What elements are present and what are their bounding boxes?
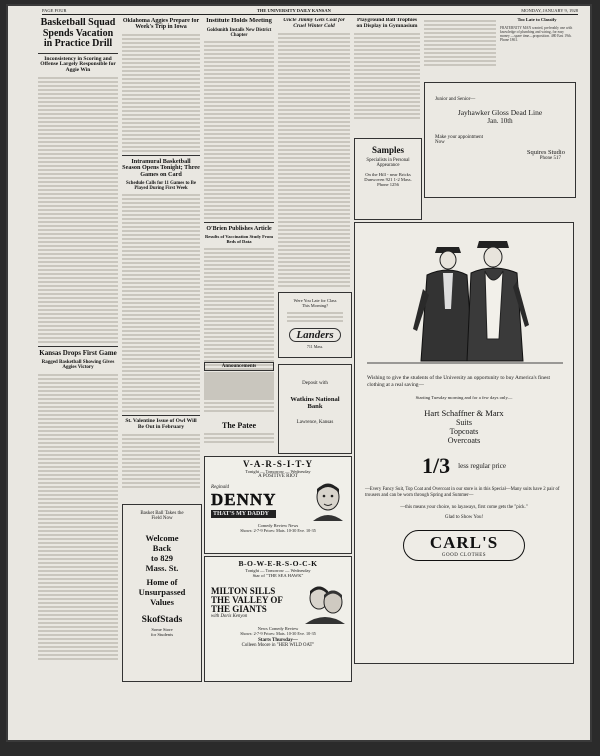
- carls-less: less regular price: [458, 462, 506, 470]
- bowersock-next: Colleen Moore in "HER WILD OAT": [241, 643, 315, 648]
- article-body: [278, 33, 350, 287]
- jayhawker-line3: Jan. 10th: [487, 117, 513, 125]
- bowersock-shows: Shows: 2-7-9 Prices: Mats. 10-30 Eve. 10-35: [240, 631, 316, 636]
- classified-column: [500, 18, 574, 78]
- article-body: [424, 20, 496, 66]
- carls-starting: Starting Tuesday morning and for a few days only—: [415, 395, 513, 400]
- bowersock-costar: with Doris Kenyon: [211, 613, 248, 619]
- carls-tagline: GOOD CLOTHES: [441, 553, 487, 558]
- skofstads-l7: Home of: [146, 577, 178, 587]
- classified-text: FRATERNITY MAN wanted, preferably one with knowledge of plumbing and wiring, for easy money —spare time—proposition. 480 East 19th. Phone 1861.: [500, 25, 573, 43]
- watkins-line2: Watkins National: [290, 396, 340, 403]
- subhead-basketball: Inconsistency in Scoring and Offense Largely Responsible for Aggie Win: [40, 55, 116, 74]
- article-body: [38, 77, 118, 343]
- samples-title: Samples: [371, 145, 404, 155]
- varsity-shows: Shows: 2-7-9 Prices: Mats. 10-30 Eve. 10-35: [240, 528, 316, 533]
- article-body: [204, 41, 274, 219]
- bowersock-tag: Star of "THE SEA HAWK": [252, 573, 304, 578]
- announcements-title: Announcements: [204, 362, 274, 371]
- varsity-ad: [204, 456, 352, 554]
- varsity-star: Reginald: [211, 484, 230, 490]
- carls-item-overcoats: Overcoats: [447, 436, 481, 445]
- headline-st-valentine: St. Valentine Issue of Owl Will Be Out in February: [125, 418, 197, 430]
- carls-logo: [403, 530, 525, 561]
- varsity-film: DENNY: [211, 489, 277, 509]
- samples-line4: Dunwoven 921 1-2 Mass.: [364, 177, 412, 182]
- announcements: [204, 362, 274, 418]
- classified-title: Too Late to Classify: [517, 18, 557, 22]
- skofstads-l1: Basket Ball Takes the: [140, 511, 184, 516]
- headline-obrien: O'Brien Publishes Article: [206, 225, 272, 232]
- varsity-tag: A POSITIVE RIOT: [258, 474, 298, 479]
- page-number: PAGE FOUR: [42, 8, 67, 13]
- skofstads-l9: Values: [150, 597, 174, 607]
- skofstads-l3: Welcome: [145, 533, 179, 543]
- carls-choice: —this means your choice, no layaways, first come gets the "pick.": [400, 505, 528, 510]
- column-6: [424, 18, 496, 78]
- column-2: [122, 18, 200, 498]
- bowersock-starts: Starts Thursday—: [258, 638, 298, 643]
- jayhawker-line5: Now: [435, 140, 445, 145]
- samples-line1: Specialists in Personal: [366, 158, 410, 163]
- bowersock-ad: [204, 556, 352, 682]
- headline-basketball: Basketball Squad Spends Vacation in Practice Drill: [40, 18, 116, 49]
- landers-address: 711 Mass.: [306, 344, 324, 349]
- landers-logo: Landers: [289, 328, 341, 342]
- article-body: [122, 34, 200, 152]
- page-date: MONDAY, JANUARY 9, 1928: [521, 8, 578, 13]
- bowersock-film: THE VALLEY OF THE GIANTS: [211, 594, 283, 614]
- carls-intro: Wishing to give the students of the University an opportunity to buy America's finest clothing at a real saving—: [367, 375, 550, 388]
- newspaper-page: [6, 4, 592, 742]
- watkins-line3: Bank: [307, 403, 323, 410]
- announcements-body: [204, 374, 274, 412]
- actors-portrait-icon: [305, 580, 345, 624]
- skofstads-l5: to 829: [151, 553, 173, 563]
- bowersock-star: MILTON SILLS: [211, 585, 276, 596]
- subhead-institute: Goldsmith Installs New District Chapter: [206, 27, 272, 38]
- skofstads-tag2: for Students: [150, 632, 174, 637]
- carls-item-topcoats: Topcoats: [449, 427, 479, 436]
- samples-line3: On the Hill - near Bricks: [365, 172, 411, 177]
- headline-uncle-jimmy: Uncle Jimmy Gets Coat for Cruel Winter Cold: [283, 18, 345, 29]
- headline-kansas-drops: Kansas Drops First Game: [39, 348, 117, 357]
- subhead-obrien: Results of Vaccination Study From Beds of Data: [204, 234, 274, 244]
- article-body: [38, 374, 118, 660]
- patee-box: [204, 422, 274, 452]
- carls-brand: CARL'S: [429, 533, 499, 552]
- actor-portrait-icon: [311, 481, 345, 521]
- subhead-kansas-drops: Ragged Basketball Showing Gives Aggies Victory: [41, 360, 115, 371]
- watkins-line4: Lawrence, Kansas: [296, 420, 334, 425]
- skofstads-tag1: Some Store: [151, 627, 173, 632]
- article-body: [122, 434, 200, 488]
- samples-ad: [354, 138, 422, 220]
- bowersock-extra: News Comedy Review: [257, 626, 299, 631]
- watkins-ad: [278, 364, 352, 454]
- carls-glad: Glad to Show You!: [444, 515, 484, 520]
- skofstads-l8: Unsurpassed: [138, 587, 186, 597]
- page-header: [42, 8, 578, 15]
- patee-title: The Patee: [222, 422, 256, 430]
- skofstads-logo: SkofStads: [141, 615, 183, 625]
- article-body: [354, 33, 420, 119]
- samples-line2: Appearance: [376, 163, 400, 168]
- squires-studio: Squires Studio: [526, 149, 565, 156]
- two-men-in-overcoats-illustration: [367, 229, 563, 369]
- varsity-days: Tonight — Tomorrow — Wednesday: [245, 469, 311, 474]
- landers-line1: Were You Late for Class: [293, 298, 337, 303]
- carls-item-suits: Suits: [455, 418, 472, 427]
- landers-line2: This Morning?: [301, 303, 329, 308]
- column-4: [278, 18, 350, 288]
- squires-phone: Phone 517: [539, 156, 561, 161]
- varsity-film2: THAT'S MY DADDY: [211, 510, 276, 518]
- masthead: THE UNIVERSITY DAILY KANSAN: [256, 8, 331, 13]
- column-5: [354, 18, 420, 136]
- bowersock-days: Tonight — Tomorrow — Wednesday: [245, 568, 311, 573]
- subhead-intramural: Schedule Calls for 11 Games to Be Played During First Week: [126, 181, 196, 192]
- carls-details: —Every Fancy Suit, Top Coat and Overcoat in our store is in this Special—Many suits have 2 pair of trousers and can be worn through Spring and Summer—: [365, 487, 560, 498]
- article-body: [122, 194, 200, 412]
- headline-oklahoma: Oklahoma Aggies Prepare for Week's Trip in Iowa: [122, 18, 200, 31]
- skofstads-l4: Back: [152, 543, 172, 553]
- watkins-line1: Deposit with: [302, 381, 328, 386]
- carls-maker: Hart Schaffner & Marx: [424, 408, 504, 418]
- jayhawker-ad: [424, 82, 576, 198]
- jayhawker-line4: Make your appointment: [435, 135, 484, 140]
- landers-ad: [278, 292, 352, 358]
- skofstads-ad: [122, 504, 202, 682]
- bowersock-name: B-O-W-E-R-S-O-C-K: [238, 559, 318, 568]
- varsity-name: V-A-R-S-I-T-Y: [243, 459, 313, 469]
- skofstads-l6: Mass. St.: [145, 563, 179, 573]
- jayhawker-line2: Jayhawker Gloss Dead Line: [457, 108, 543, 117]
- jayhawker-line1: Junior and Senior—: [435, 97, 476, 102]
- column-1: [38, 18, 118, 730]
- skofstads-l2: Field Now: [151, 516, 173, 521]
- headline-intramural: Intramural Basketball Season Opens Tonight; Three Games on Card: [122, 157, 200, 178]
- carls-ad: [354, 222, 574, 664]
- headline-institute: Institute Holds Meeting: [206, 18, 272, 24]
- varsity-extra: Comedy Review News: [257, 523, 299, 528]
- carls-fraction: 1/3: [422, 453, 451, 478]
- headline-playground: Playground Ball Trophies on Display in Gymnasium: [356, 18, 418, 29]
- samples-line5: Phone 1256: [377, 182, 399, 187]
